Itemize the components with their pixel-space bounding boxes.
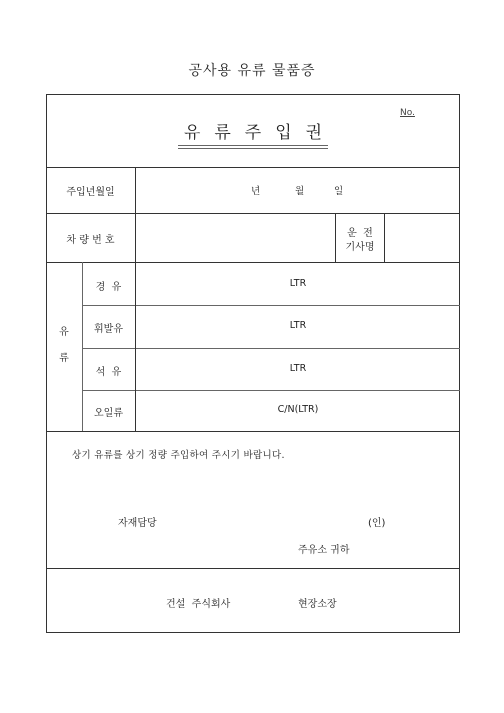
month-label: 월: [295, 186, 305, 197]
title-double-underline: [178, 145, 328, 149]
coupon-title: 유류주입권: [183, 123, 337, 143]
footer-site-manager: 현장소장: [298, 599, 337, 610]
divider-header: [46, 167, 460, 168]
date-label: 주입년월일: [66, 187, 115, 198]
divider-fuel-end: [46, 431, 460, 432]
divider-fuel-2: [82, 348, 460, 349]
document-title: 공사용 유류 물품증: [188, 63, 316, 79]
driver-label-line1: 운 전: [347, 228, 373, 239]
number-label: No.: [400, 108, 415, 118]
manager-label: 자재담당: [118, 518, 157, 529]
label-column-divider: [135, 167, 136, 431]
divider-fuel-3: [82, 390, 460, 391]
divider-vehicle: [46, 262, 460, 263]
day-label: 일: [334, 186, 344, 197]
vehicle-number-field[interactable]: [136, 214, 334, 261]
fuel-group-label-line2: 류: [59, 353, 69, 364]
divider-fuel-1: [82, 305, 460, 306]
request-text: 상기 유류를 상기 정량 주입하여 주시기 바랍니다.: [72, 450, 285, 461]
fuel-name-kerosene: 석 유: [95, 367, 122, 378]
footer-company: 건설 주식회사: [166, 599, 231, 610]
fuel-name-diesel: 경 유: [95, 282, 122, 293]
fuel-name-oil: 오일류: [94, 408, 123, 419]
fuel-group-label-line1: 유: [59, 327, 69, 338]
driver-name-field[interactable]: [385, 214, 459, 261]
fuel-name-gasoline: 휘발유: [94, 324, 123, 335]
year-label: 년: [251, 186, 261, 197]
driver-label-line2: 기사명: [345, 242, 375, 253]
fuel-unit-diesel: LTR: [289, 278, 307, 289]
seal-label: (인): [368, 518, 386, 529]
divider-footer: [46, 568, 460, 569]
addressee-label: 주유소 귀하: [298, 545, 350, 556]
fuel-unit-oil: C/N(LTR): [277, 404, 319, 415]
fuel-unit-gasoline: LTR: [289, 320, 307, 331]
vehicle-number-label: 차 량 번 호: [66, 235, 115, 246]
fuel-unit-kerosene: LTR: [289, 363, 307, 374]
